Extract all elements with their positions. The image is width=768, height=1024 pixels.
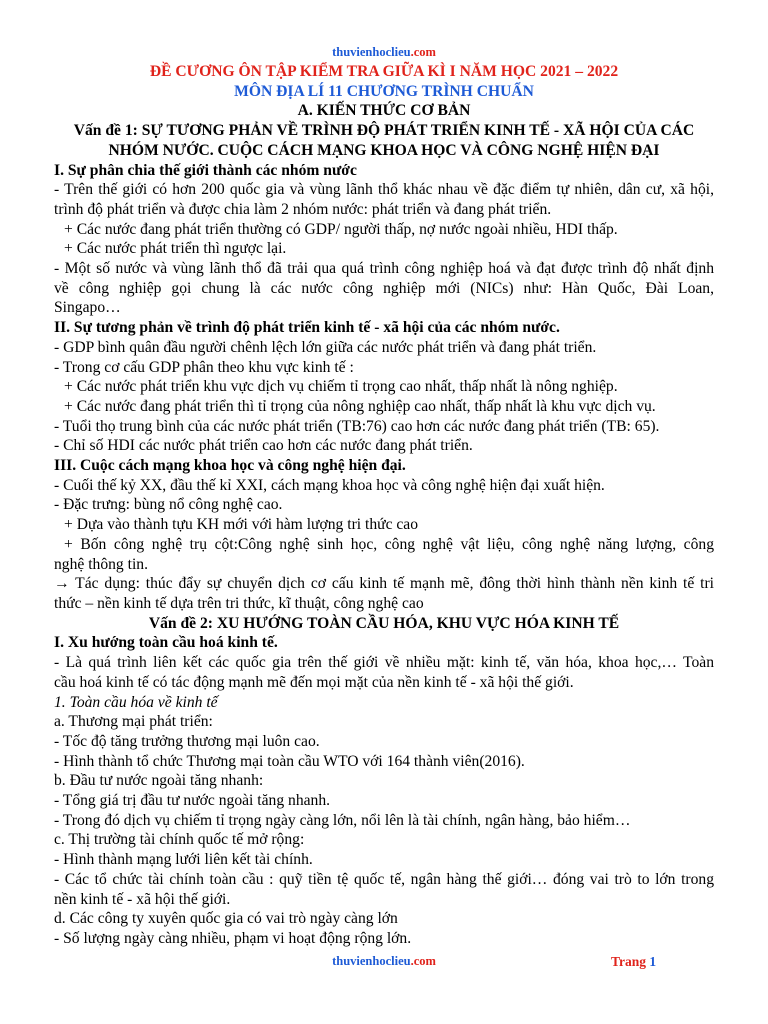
document-body (54, 62, 714, 949)
site-domain: .com (410, 45, 436, 59)
issue1-part1-heading: I. Sự phân chia thế giới thành các nhóm nước (54, 161, 357, 179)
paragraph-line: - Đặc trưng: bùng nổ công nghệ cao. (54, 496, 283, 514)
paragraph-line: - Cuối thế kỷ XX, đầu thế kỉ XXI, cách mạng khoa học và công nghệ hiện đại xuất hiện. (54, 476, 605, 494)
paragraph-line: - Một số nước và vùng lãnh thổ đã trải qua quá trình công nghiệp hoá và đạt được trình độ nhất định (54, 260, 714, 278)
paragraph-line: a. Thương mại phát triển: (54, 713, 213, 731)
page-number (611, 954, 656, 970)
paragraph-line: Singapo… (54, 299, 121, 317)
paragraph-line (54, 574, 714, 594)
issue1-part3-heading: III. Cuộc cách mạng khoa học và công nghệ hiện đại. (54, 457, 406, 475)
paragraph-line: - Tổng giá trị đầu tư nước ngoài tăng nhanh. (54, 792, 331, 810)
paragraph-line: b. Đầu tư nước ngoài tăng nhanh: (54, 772, 264, 790)
header-site-link[interactable] (0, 45, 768, 60)
site-name: thuvienhoclieu (332, 954, 411, 968)
paragraph-line: - Trong đó dịch vụ chiếm tỉ trọng ngày càng lớn, nổi lên là tài chính, ngân hàng, bảo hiểm… (54, 811, 631, 829)
site-name: thuvienhoclieu (332, 45, 411, 59)
site-domain: .com (410, 954, 436, 968)
paragraph-line: nghệ thông tin. (54, 555, 148, 573)
bullet-line: + Các nước phát triển khu vực dịch vụ chiếm tỉ trọng cao nhất, thấp nhất là nông nghiệp. (64, 378, 618, 396)
paragraph-line: - Số lượng ngày càng nhiều, phạm vi hoạt động rộng lớn. (54, 929, 412, 947)
issue1-heading-line1: Vấn đề 1: SỰ TƯƠNG PHẢN VỀ TRÌNH ĐỘ PHÁT TRIỂN KINH TẾ - XÃ HỘI CỦA CÁC (73, 122, 695, 140)
page-number-value: 1 (649, 954, 657, 969)
paragraph-line: c. Thị trường tài chính quốc tế mở rộng: (54, 831, 305, 849)
issue1-part2-heading: II. Sự tương phản về trình độ phát triển kinh tế - xã hội của các nhóm nước. (54, 319, 560, 337)
bullet-line: + Bốn công nghệ trụ cột:Công nghệ sinh học, công nghệ vật liệu, công nghệ năng lượng, công (64, 535, 714, 553)
paragraph-line: - Hình thành mạng lưới liên kết tài chính. (54, 851, 313, 869)
bullet-line: + Các nước đang phát triển thì tỉ trọng của nông nghiệp cao nhất, thấp nhất là khu vực dịch vụ. (64, 397, 656, 415)
paragraph-line: - Là quá trình liên kết các quốc gia trên thế giới về nhiều mặt: kinh tế, văn hóa, khoa học,… Toàn (54, 654, 714, 672)
issue1-heading-line2: NHÓM NƯỚC. CUỘC CÁCH MẠNG KHOA HỌC VÀ CÔNG NGHỆ HIỆN ĐẠI (108, 141, 660, 159)
page-label: Trang (611, 954, 650, 969)
subject-title: MÔN ĐỊA LÍ 11 CHƯƠNG TRÌNH CHUẨN (234, 82, 534, 100)
document-title: ĐỀ CƯƠNG ÔN TẬP KIỂM TRA GIỮA KÌ I NĂM HỌC 2021 – 2022 (149, 63, 619, 80)
bullet-line: + Các nước phát triển thì ngược lại. (64, 240, 287, 258)
bullet-line: + Dựa vào thành tựu KH mới với hàm lượng tri thức cao (64, 516, 419, 534)
arrow-right-icon: → (54, 575, 70, 593)
paragraph-line: trình độ phát triển và được chia làm 2 nhóm nước: phát triển và đang phát triển. (54, 200, 552, 218)
subsection-heading: 1. Toàn cầu hóa về kinh tế (54, 693, 218, 711)
paragraph-line: - GDP bình quân đầu người chênh lệch lớn giữa các nước phát triển và đang phát triển. (54, 338, 597, 356)
issue2-part1-heading: I. Xu hướng toàn cầu hoá kinh tế. (54, 634, 278, 652)
paragraph-line: - Tốc độ tăng trưởng thương mại luôn cao. (54, 732, 320, 750)
paragraph-line: - Chỉ số HDI các nước phát triển cao hơn các nước đang phát triển. (54, 437, 473, 455)
paragraph-line: - Các tổ chức tài chính toàn cầu : quỹ tiền tệ quốc tế, ngân hàng thế giới… đóng vai trò to lớn trong (54, 870, 714, 888)
section-a-heading: A. KIẾN THỨC CƠ BẢN (297, 102, 471, 120)
paragraph-line: về công nghiệp gọi chung là các nước công nghiệp mới (NICs) như: Hàn Quốc, Đài Loan, (54, 279, 714, 297)
paragraph-text: Tác dụng: thúc đẩy sự chuyển dịch cơ cấu kinh tế mạnh mẽ, đông thời hình thành nền kinh tế tri (69, 575, 714, 593)
paragraph-line: - Hình thành tổ chức Thương mại toàn cầu WTO với 164 thành viên(2016). (54, 752, 525, 770)
paragraph-line: - Tuổi thọ trung bình của các nước phát triển (TB:76) cao hơn các nước đang phát triển (TB: 65). (54, 417, 660, 435)
paragraph-line: cầu hoá kinh tế có tác động mạnh mẽ đến mọi mặt của nền kinh tế - xã hội thế giới. (54, 673, 574, 691)
paragraph-line: d. Các công ty xuyên quốc gia có vai trò ngày càng lớn (54, 910, 398, 928)
paragraph-line: - Trong cơ cấu GDP phân theo khu vực kinh tế : (54, 358, 354, 376)
paragraph-line: nền kinh tế - xã hội thế giới. (54, 890, 231, 908)
paragraph-line: - Trên thế giới có hơn 200 quốc gia và vùng lãnh thổ khác nhau về đặc điểm tự nhiên, dân cư, xã hội, (54, 181, 714, 199)
issue2-heading: Vấn đề 2: XU HƯỚNG TOÀN CẦU HÓA, KHU VỰC HÓA KINH TẾ (148, 614, 620, 632)
paragraph-line: thức – nền kinh tế dựa trên tri thức, kĩ thuật, công nghệ cao (54, 594, 424, 612)
bullet-line: + Các nước đang phát triển thường có GDP/ người thấp, nợ nước ngoài nhiều, HDI thấp. (64, 220, 618, 238)
